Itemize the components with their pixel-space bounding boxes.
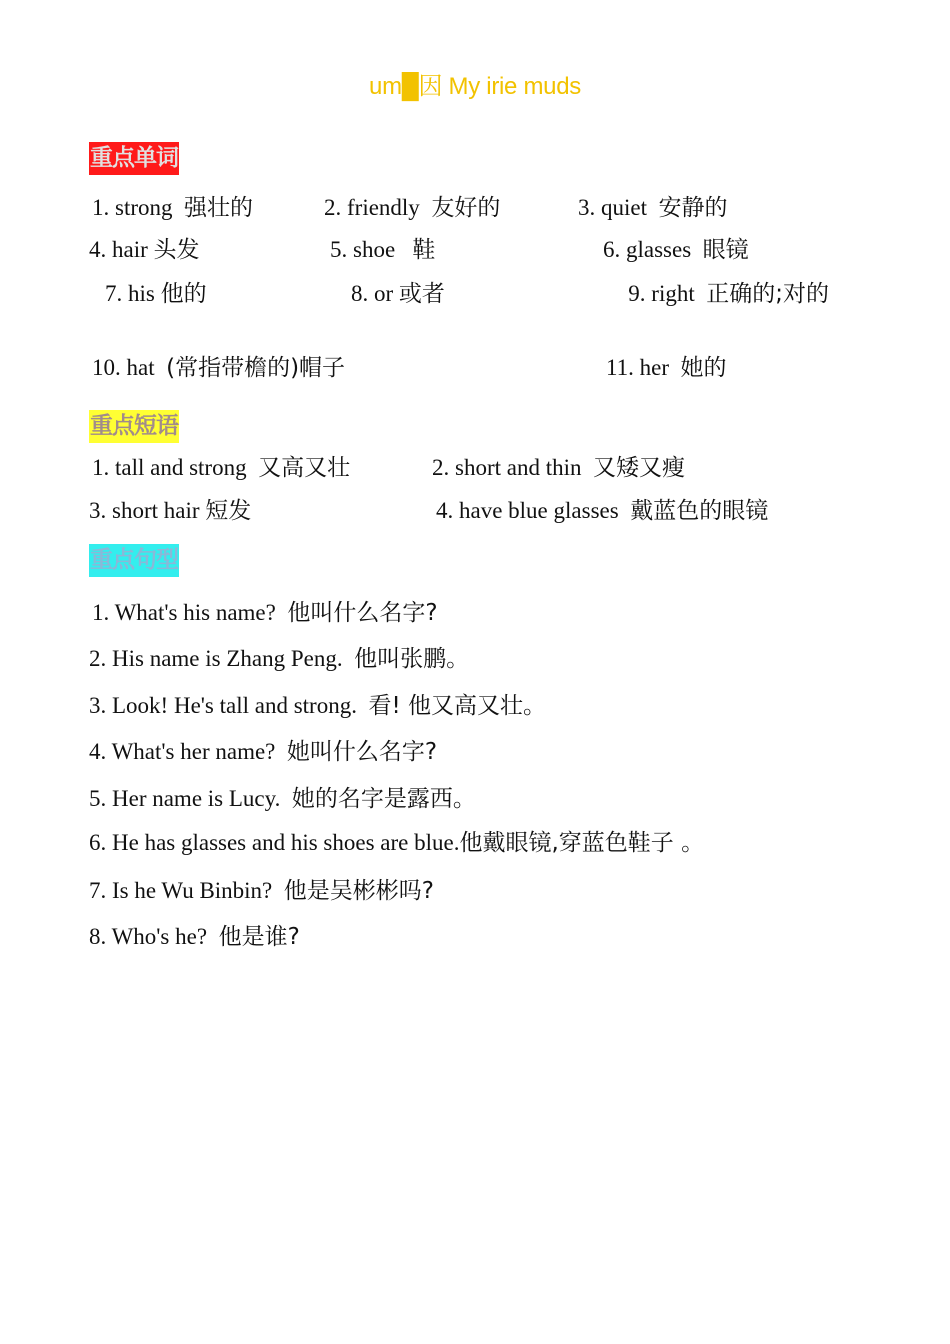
sentence-cn: 他戴眼镜,穿蓝色鞋子 。 xyxy=(459,830,705,856)
phrase-item xyxy=(89,496,251,526)
sentence-item xyxy=(89,737,437,767)
word-item xyxy=(92,193,253,223)
sentence-en: 3. Look! He's tall and strong. xyxy=(89,693,357,718)
sentence-item xyxy=(89,828,704,858)
section-heading-words: 重点单词 xyxy=(89,142,179,175)
word-item xyxy=(624,279,829,309)
word-en: 9. right xyxy=(628,281,695,306)
word-item xyxy=(578,193,728,223)
sentence-en: 6. He has glasses and his shoes are blue. xyxy=(89,830,460,855)
sentence-en: 5. Her name is Lucy. xyxy=(89,786,281,811)
sentence-en: 1. What's his name? xyxy=(92,600,276,625)
word-cn: 或者 xyxy=(398,281,445,307)
phrase-en: 1. tall and strong xyxy=(92,455,247,480)
phrase-en: 3. short hair xyxy=(89,498,200,523)
phrase-cn: 又矮又瘦 xyxy=(593,455,685,481)
word-cn: 她的 xyxy=(680,355,727,381)
sentence-item xyxy=(89,876,434,906)
word-item xyxy=(105,279,207,309)
sentence-item xyxy=(92,598,438,628)
sentence-en: 2. His name is Zhang Peng. xyxy=(89,646,343,671)
word-en: 8. or xyxy=(351,281,394,306)
word-cn: 他的 xyxy=(160,281,207,307)
phrase-cn: 戴蓝色的眼镜 xyxy=(630,498,769,524)
word-item xyxy=(330,235,435,265)
word-cn: 眼镜 xyxy=(702,237,749,263)
section-heading-sentences: 重点句型 xyxy=(89,544,179,577)
phrase-item xyxy=(436,496,768,526)
word-en: 1. strong xyxy=(92,195,173,220)
sentence-item xyxy=(89,922,300,952)
word-en: 2. friendly xyxy=(324,195,420,220)
word-item xyxy=(351,279,445,309)
sentence-cn: 他是谁? xyxy=(218,924,300,950)
sentence-cn: 看! 他又高又壮。 xyxy=(368,693,546,719)
word-item xyxy=(324,193,500,223)
phrase-en: 2. short and thin xyxy=(432,455,582,480)
word-cn: 正确的;对的 xyxy=(706,281,829,307)
word-cn: 安静的 xyxy=(658,195,728,221)
sentence-cn: 她的名字是露西。 xyxy=(291,786,476,812)
sentence-en: 7. Is he Wu Binbin? xyxy=(89,878,273,903)
word-en: 7. his xyxy=(105,281,155,306)
sentence-item xyxy=(89,644,469,674)
sentence-cn: 他叫张鹏。 xyxy=(354,646,470,672)
sentence-cn: 他是吴彬彬吗? xyxy=(283,878,434,904)
word-cn: (常指带檐的)帽子 xyxy=(166,355,346,381)
sentence-en: 4. What's her name? xyxy=(89,739,276,764)
word-cn: 鞋 xyxy=(412,237,436,263)
word-item xyxy=(606,353,727,383)
sentence-item xyxy=(89,691,546,721)
word-en: 4. hair xyxy=(89,237,148,262)
sentence-item xyxy=(89,784,476,814)
phrase-cn: 又高又壮 xyxy=(258,455,351,481)
word-cn: 头发 xyxy=(153,237,200,263)
word-cn: 友好的 xyxy=(431,195,501,221)
phrase-item xyxy=(432,453,685,483)
section-heading-phrases: 重点短语 xyxy=(89,410,179,443)
sentence-en: 8. Who's he? xyxy=(89,924,208,949)
phrase-en: 4. have blue glasses xyxy=(436,498,619,523)
word-item xyxy=(92,353,345,383)
word-cn: 强壮的 xyxy=(184,195,253,221)
word-en: 3. quiet xyxy=(578,195,647,220)
word-item xyxy=(603,235,749,265)
word-en: 6. glasses xyxy=(603,237,692,262)
sentence-cn: 他叫什么名字? xyxy=(287,600,438,626)
word-item xyxy=(89,235,200,265)
phrase-cn: 短发 xyxy=(205,498,252,524)
sentence-cn: 她叫什么名字? xyxy=(286,739,438,765)
page-title: um█因 My irie muds xyxy=(369,73,581,100)
word-en: 10. hat xyxy=(92,355,155,380)
phrase-item xyxy=(92,453,350,483)
word-en: 11. her xyxy=(606,355,670,380)
word-en: 5. shoe xyxy=(330,237,396,262)
